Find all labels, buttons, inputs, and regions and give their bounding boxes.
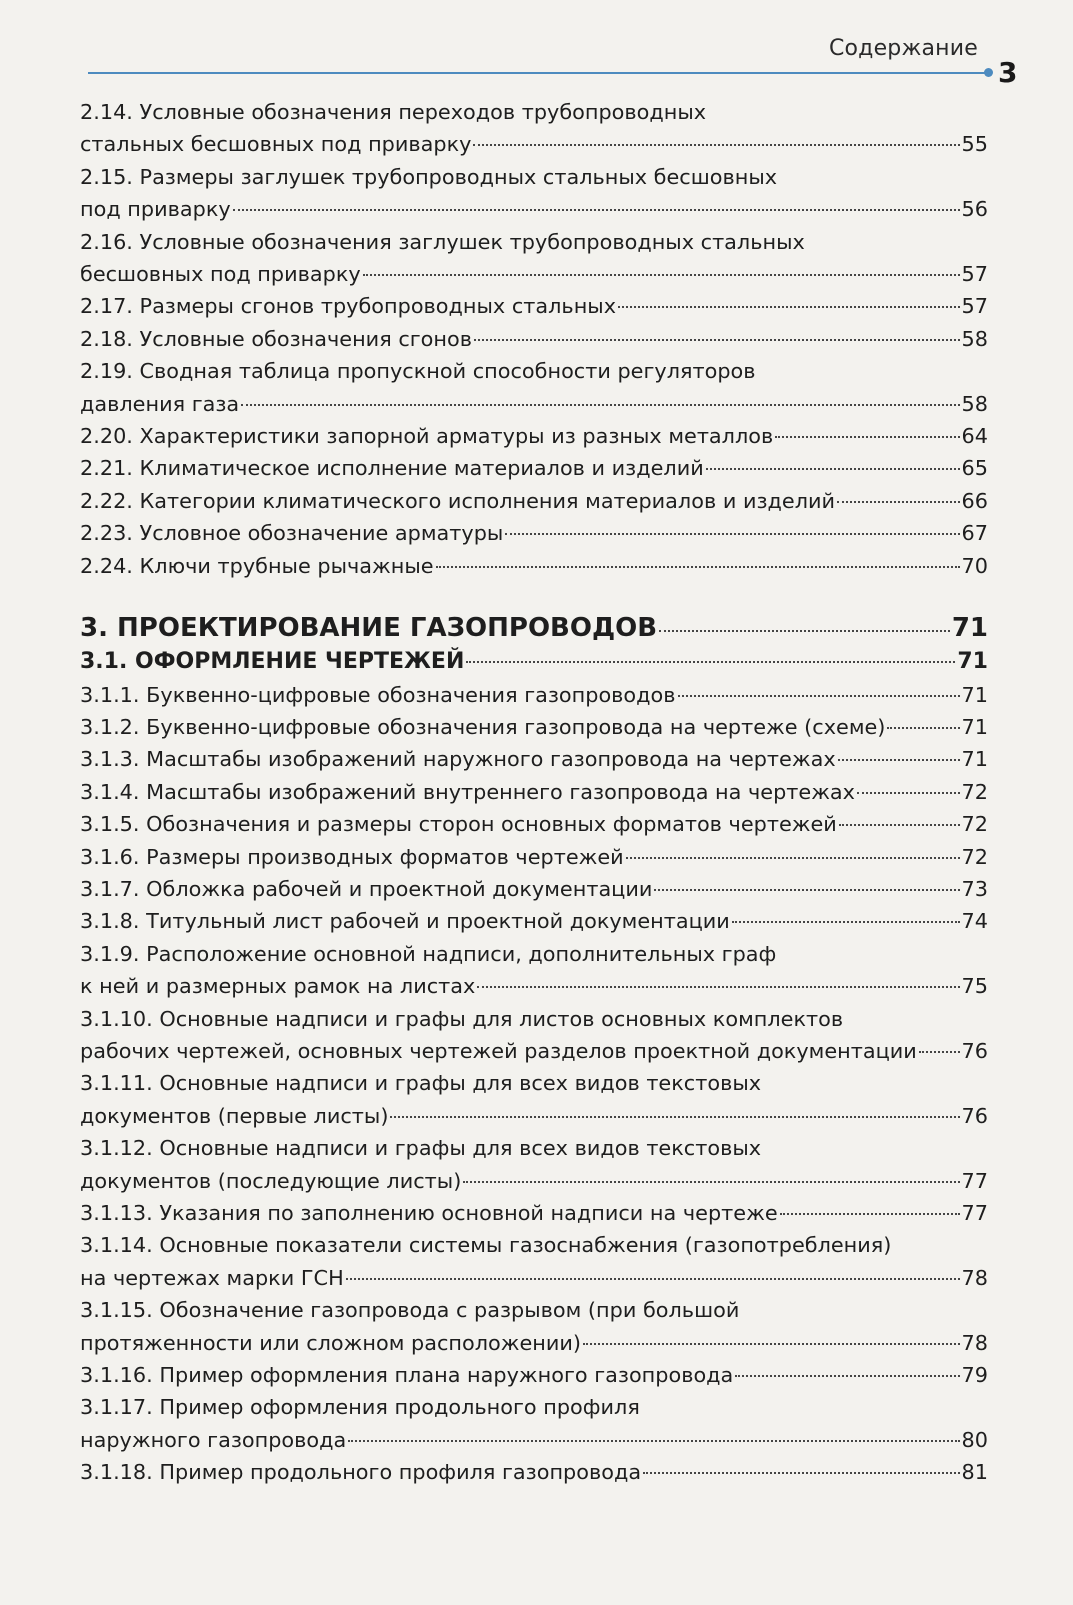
dot-leader — [838, 759, 960, 761]
toc-entry-title: 3.1.11. Основные надписи и графы для всех видов текстовых — [80, 1071, 762, 1096]
toc-entry[interactable] — [80, 517, 988, 549]
toc-page-number: 78 — [961, 1265, 988, 1290]
toc-entry[interactable] — [80, 485, 988, 517]
toc-page-number: 58 — [961, 391, 988, 416]
dot-leader — [505, 533, 959, 535]
dot-leader — [390, 1116, 959, 1118]
dot-leader — [626, 857, 960, 859]
dot-leader — [887, 727, 959, 729]
toc-page-number: 64 — [961, 424, 988, 449]
toc-page-number: 57 — [961, 262, 988, 287]
toc-entry-title: на чертежах марки ГСН — [80, 1265, 344, 1290]
toc-entry[interactable] — [80, 1067, 988, 1132]
dot-leader — [466, 661, 955, 663]
dot-leader — [474, 339, 960, 341]
dot-leader — [241, 404, 959, 406]
toc-page-number: 81 — [961, 1460, 988, 1485]
toc-entry-title: 3.1.12. Основные надписи и графы для всех видов текстовых — [80, 1136, 762, 1161]
dot-leader — [436, 566, 960, 568]
toc-page-number: 55 — [961, 132, 988, 157]
toc-chapter[interactable] — [80, 610, 988, 646]
chapter-spacer — [80, 582, 988, 610]
header-dot — [984, 68, 993, 77]
toc-entry-title: 3.1.13. Указания по заполнению основной надписи на чертеже — [80, 1201, 778, 1225]
toc-entry[interactable] — [80, 679, 988, 711]
toc-entry[interactable] — [80, 1359, 988, 1391]
toc-entry-title: 3.1.14. Основные показатели системы газоснабжения (газопотребления) — [80, 1233, 892, 1258]
toc-entry[interactable] — [80, 743, 988, 775]
toc-entry-title: к ней и размерных рамок на листах — [80, 974, 476, 999]
toc-page-number: 70 — [961, 553, 988, 578]
toc-entry[interactable] — [80, 420, 988, 452]
toc-entry-title: 3.1.1. Буквенно-цифровые обозначения газопроводов — [80, 682, 676, 707]
toc-entry-title: 3.1.7. Обложка рабочей и проектной документации — [80, 876, 653, 901]
toc-section[interactable] — [80, 646, 988, 678]
dot-leader — [839, 824, 960, 826]
toc-page-number: 77 — [961, 1201, 988, 1225]
toc-entry[interactable] — [80, 355, 988, 420]
toc-page-number: 67 — [961, 521, 988, 546]
running-title: Содержание — [828, 36, 978, 61]
toc-entry-title: 3.1.16. Пример оформления плана наружного газопровода — [80, 1363, 734, 1388]
toc-entry[interactable] — [80, 1456, 988, 1488]
dot-leader — [348, 1440, 959, 1442]
toc-entry[interactable] — [80, 841, 988, 873]
toc-page-number: 72 — [961, 779, 988, 804]
toc-entry[interactable] — [80, 873, 988, 905]
dot-leader — [659, 630, 950, 632]
toc-entry-title: 3.1.10. Основные надписи и графы для листов основных комплектов — [80, 1006, 844, 1031]
toc-page-number: 71 — [961, 747, 988, 772]
table-of-contents — [80, 96, 988, 1489]
toc-entry-title: наружного газопровода — [80, 1427, 347, 1452]
toc-entry-title: 2.15. Размеры заглушек трубопроводных стальных бесшовных — [80, 164, 778, 189]
toc-entry-title: 2.14. Условные обозначения переходов трубопроводных — [80, 100, 707, 124]
toc-entry-title: 3.1.4. Масштабы изображений внутреннего газопровода на чертежах — [80, 779, 855, 804]
toc-page-number: 65 — [961, 456, 988, 481]
toc-entry-title: 3. ПРОЕКТИРОВАНИЕ ГАЗОПРОВОДОВ — [80, 613, 658, 644]
toc-entry-title: 3.1.2. Буквенно-цифровые обозначения газопровода на чертеже (схеме) — [80, 714, 886, 739]
toc-entry[interactable] — [80, 1132, 988, 1197]
toc-page-number: 71 — [961, 682, 988, 707]
dot-leader — [618, 306, 960, 308]
toc-entry-title: 2.20. Характеристики запорной арматуры из разных металлов — [80, 424, 774, 449]
toc-page-number: 74 — [961, 909, 988, 934]
toc-entry[interactable] — [80, 1197, 988, 1229]
page-header — [0, 0, 1073, 100]
dot-leader — [837, 501, 960, 503]
toc-page-number: 76 — [961, 1038, 988, 1063]
toc-entry-title: 2.19. Сводная таблица пропускной способности регуляторов — [80, 359, 756, 384]
toc-entry[interactable] — [80, 1294, 988, 1359]
dot-leader — [233, 209, 960, 211]
toc-entry-title: 3.1.8. Титульный лист рабочей и проектной документации — [80, 909, 730, 934]
toc-page-number: 57 — [961, 294, 988, 319]
toc-entry[interactable] — [80, 1003, 988, 1068]
toc-page-number: 77 — [961, 1168, 988, 1193]
toc-entry-title: 3.1.3. Масштабы изображений наружного газопровода на чертежах — [80, 747, 836, 772]
toc-entry-title: 2.23. Условное обозначение арматуры — [80, 521, 504, 546]
toc-entry-title: 3.1.15. Обозначение газопровода с разрывом (при большой — [80, 1298, 740, 1323]
dot-leader — [775, 436, 959, 438]
dot-leader — [463, 1181, 959, 1183]
toc-entry[interactable] — [80, 776, 988, 808]
toc-entry-title: 2.21. Климатическое исполнение материалов и изделий — [80, 456, 704, 481]
toc-entry-title: 3.1. ОФОРМЛЕНИЕ ЧЕРТЕЖЕЙ — [80, 649, 465, 675]
dot-leader — [678, 695, 960, 697]
toc-page-number: 56 — [961, 197, 988, 222]
toc-entry[interactable] — [80, 711, 988, 743]
toc-page-number: 58 — [961, 326, 988, 351]
dot-leader — [654, 889, 959, 891]
dot-leader — [477, 986, 959, 988]
toc-entry-title: рабочих чертежей, основных чертежей разделов проектной документации — [80, 1038, 917, 1063]
toc-entry[interactable] — [80, 1229, 988, 1294]
toc-entry-title: 3.1.18. Пример продольного профиля газопровода — [80, 1460, 642, 1485]
header-rule — [88, 72, 988, 74]
toc-entry-title: стальных бесшовных под приварку — [80, 132, 472, 157]
toc-entry-title: бесшовных под приварку — [80, 262, 361, 287]
toc-entry[interactable] — [80, 905, 988, 937]
dot-leader — [780, 1213, 960, 1215]
toc-page-number: 76 — [961, 1103, 988, 1128]
dot-leader — [857, 792, 960, 794]
toc-entry-title: 3.1.9. Расположение основной надписи, дополнительных граф — [80, 941, 777, 966]
dot-leader — [643, 1472, 959, 1474]
dot-leader — [363, 274, 960, 276]
dot-leader — [735, 1375, 959, 1377]
toc-page-number: 71 — [951, 613, 988, 644]
toc-entry[interactable] — [80, 1391, 988, 1456]
toc-entry[interactable] — [80, 226, 988, 291]
toc-entry-title: 3.1.5. Обозначения и размеры сторон основных форматов чертежей — [80, 812, 837, 837]
toc-entry-title: 2.22. Категории климатического исполнения материалов и изделий — [80, 488, 836, 513]
toc-entry[interactable] — [80, 938, 988, 1003]
toc-entry-title: 3.1.17. Пример оформления продольного профиля — [80, 1395, 640, 1420]
toc-entry-title: документов (последующие листы) — [80, 1168, 462, 1193]
toc-page-number: 80 — [961, 1427, 988, 1452]
toc-page-number: 71 — [961, 714, 988, 739]
toc-entry-title: 2.17. Размеры сгонов трубопроводных стальных — [80, 294, 617, 319]
toc-entry[interactable] — [80, 808, 988, 840]
toc-entry-title: 2.24. Ключи трубные рычажные — [80, 553, 434, 578]
toc-entry[interactable] — [80, 452, 988, 484]
toc-entry[interactable] — [80, 323, 988, 355]
toc-entry-title: 2.18. Условные обозначения сгонов — [80, 326, 472, 351]
page-number: 3 — [998, 56, 1018, 89]
toc-entry-title: под приварку — [80, 197, 231, 222]
dot-leader — [706, 468, 960, 470]
toc-entry[interactable] — [80, 161, 988, 226]
dot-leader — [732, 921, 960, 923]
dot-leader — [346, 1278, 960, 1280]
toc-entry[interactable] — [80, 550, 988, 582]
toc-entry-title: давления газа — [80, 391, 240, 416]
toc-entry-title: протяженности или сложном расположении) — [80, 1330, 582, 1355]
toc-entry-title: 3.1.6. Размеры производных форматов чертежей — [80, 844, 624, 869]
toc-page-number: 78 — [961, 1330, 988, 1355]
toc-page-number: 79 — [961, 1363, 988, 1388]
toc-page-number: 66 — [961, 488, 988, 513]
toc-page-number: 72 — [961, 844, 988, 869]
toc-entry-title: документов (первые листы) — [80, 1103, 389, 1128]
toc-entry-title: 2.16. Условные обозначения заглушек трубопроводных стальных — [80, 229, 805, 254]
toc-page-number: 75 — [961, 974, 988, 999]
dot-leader — [583, 1343, 960, 1345]
dot-leader — [473, 144, 959, 146]
toc-page-number: 72 — [961, 812, 988, 837]
toc-page-number: 73 — [961, 876, 988, 901]
dot-leader — [919, 1051, 960, 1053]
toc-page-number: 71 — [957, 649, 988, 675]
toc-entry[interactable] — [80, 96, 988, 161]
toc-entry[interactable] — [80, 290, 988, 322]
